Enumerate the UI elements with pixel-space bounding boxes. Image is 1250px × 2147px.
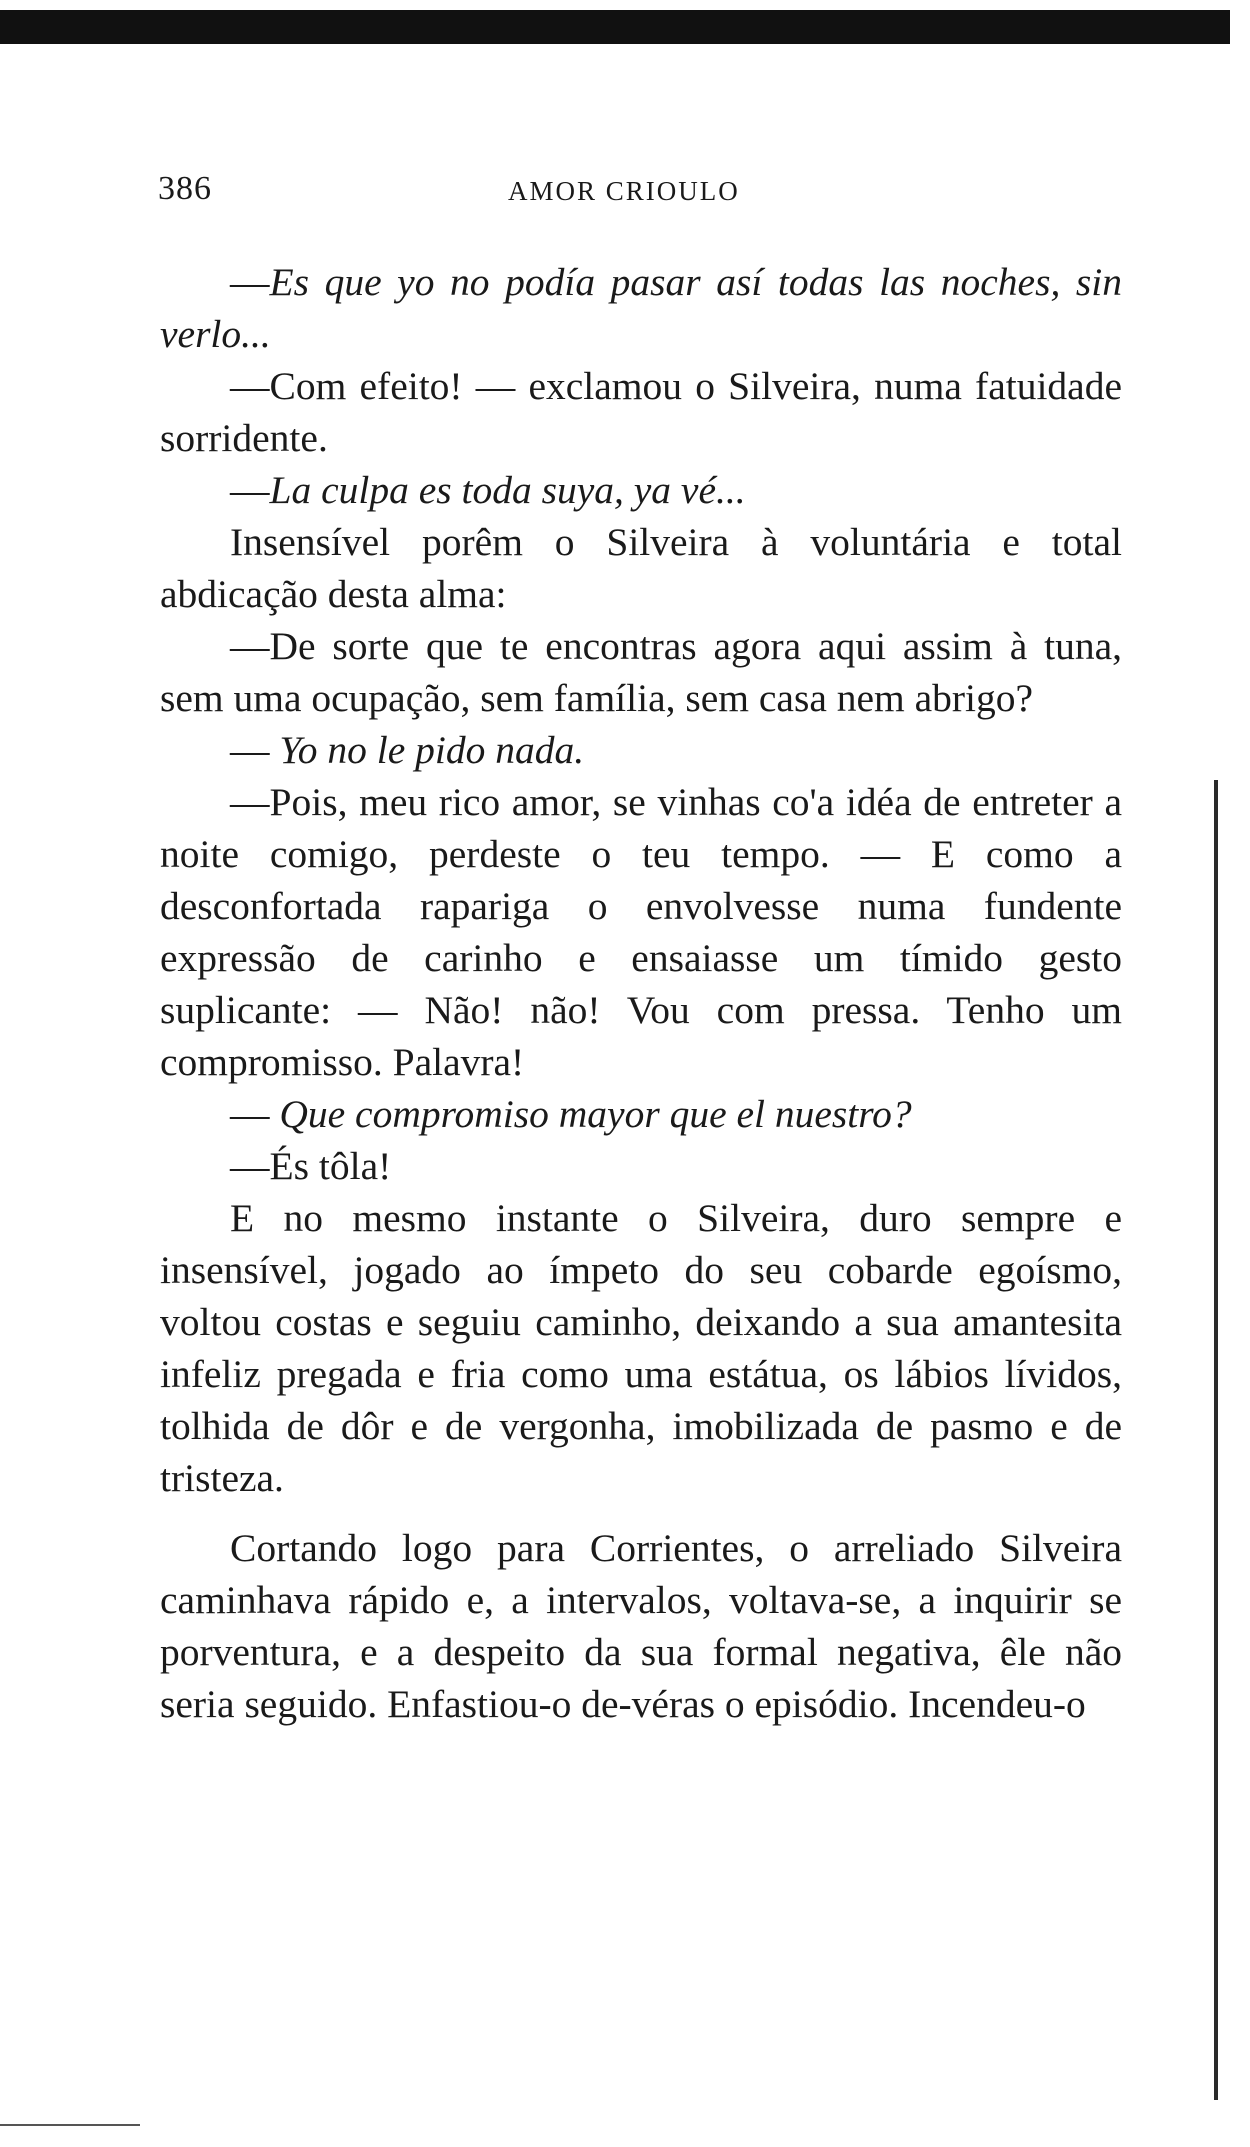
paragraph — [160, 620, 1122, 724]
paragraph — [160, 256, 1122, 360]
page-header — [158, 170, 1118, 220]
paragraph — [160, 360, 1122, 464]
text-segment: —És tôla! — [230, 1144, 392, 1188]
body-text — [160, 256, 1122, 1730]
running-title: AMOR CRIOULO — [508, 176, 740, 206]
paragraph — [160, 1522, 1122, 1730]
paragraph — [160, 1088, 1122, 1140]
text-segment: — — [230, 1092, 280, 1136]
top-scan-border — [0, 10, 1230, 44]
paragraph — [160, 464, 1122, 516]
text-segment: — — [230, 260, 270, 304]
paragraph — [160, 516, 1122, 620]
paragraph — [160, 776, 1122, 1088]
text-segment: Cortando logo para Corrientes, o arreliado Silveira caminhava rápido e, a intervalos, voltava-se, a inquirir se porventura, e a despeito da sua formal negativa, êle não seria seguido. Enfastiou-o de-véras o episódio. Incendeu-o — [160, 1526, 1122, 1726]
italic-text-segment: Es que yo no podía pasar así todas las noches, sin verlo... — [160, 260, 1122, 356]
text-segment: — — [230, 468, 270, 512]
italic-text-segment: Yo no le pido nada. — [279, 728, 585, 772]
text-segment: —Pois, meu rico amor, se vinhas co'a idéa de entreter a noite comigo, perdeste o teu tempo. — E como a desconfortada rapariga o envolvesse numa fundente expressão de carinho e ensaiasse um tímido gesto suplicante: — Não! não! Vou com pressa. Tenho um compromisso. Palavra! — [160, 780, 1122, 1084]
paragraph — [160, 1192, 1122, 1504]
text-segment: E no mesmo instante o Silveira, duro sempre e insensível, jogado ao ímpeto do seu cobarde egoísmo, voltou costas e seguiu caminho, deixando a sua amantesita infeliz pregada e fria como uma estátua, os lábios lívidos, tolhida de dôr e de vergonha, imobilizada de pasmo e de tristeza. — [160, 1196, 1122, 1500]
italic-text-segment: La culpa es toda suya, ya vé... — [269, 468, 746, 512]
page-number: 386 — [158, 170, 212, 207]
text-segment: Insensível porêm o Silveira à voluntária e total abdicação desta alma: — [160, 520, 1122, 616]
text-segment: — — [230, 728, 280, 772]
paragraph — [160, 1140, 1122, 1192]
bottom-scan-mark — [0, 2124, 140, 2126]
page-edge-shadow — [1214, 780, 1218, 2100]
italic-text-segment: Que compromiso mayor que el nuestro? — [279, 1092, 912, 1136]
paragraph — [160, 724, 1122, 776]
text-segment: —De sorte que te encontras agora aqui assim à tuna, sem uma ocupação, sem família, sem casa nem abrigo? — [160, 624, 1122, 720]
text-segment: —Com efeito! — exclamou o Silveira, numa fatuidade sorridente. — [160, 364, 1122, 460]
